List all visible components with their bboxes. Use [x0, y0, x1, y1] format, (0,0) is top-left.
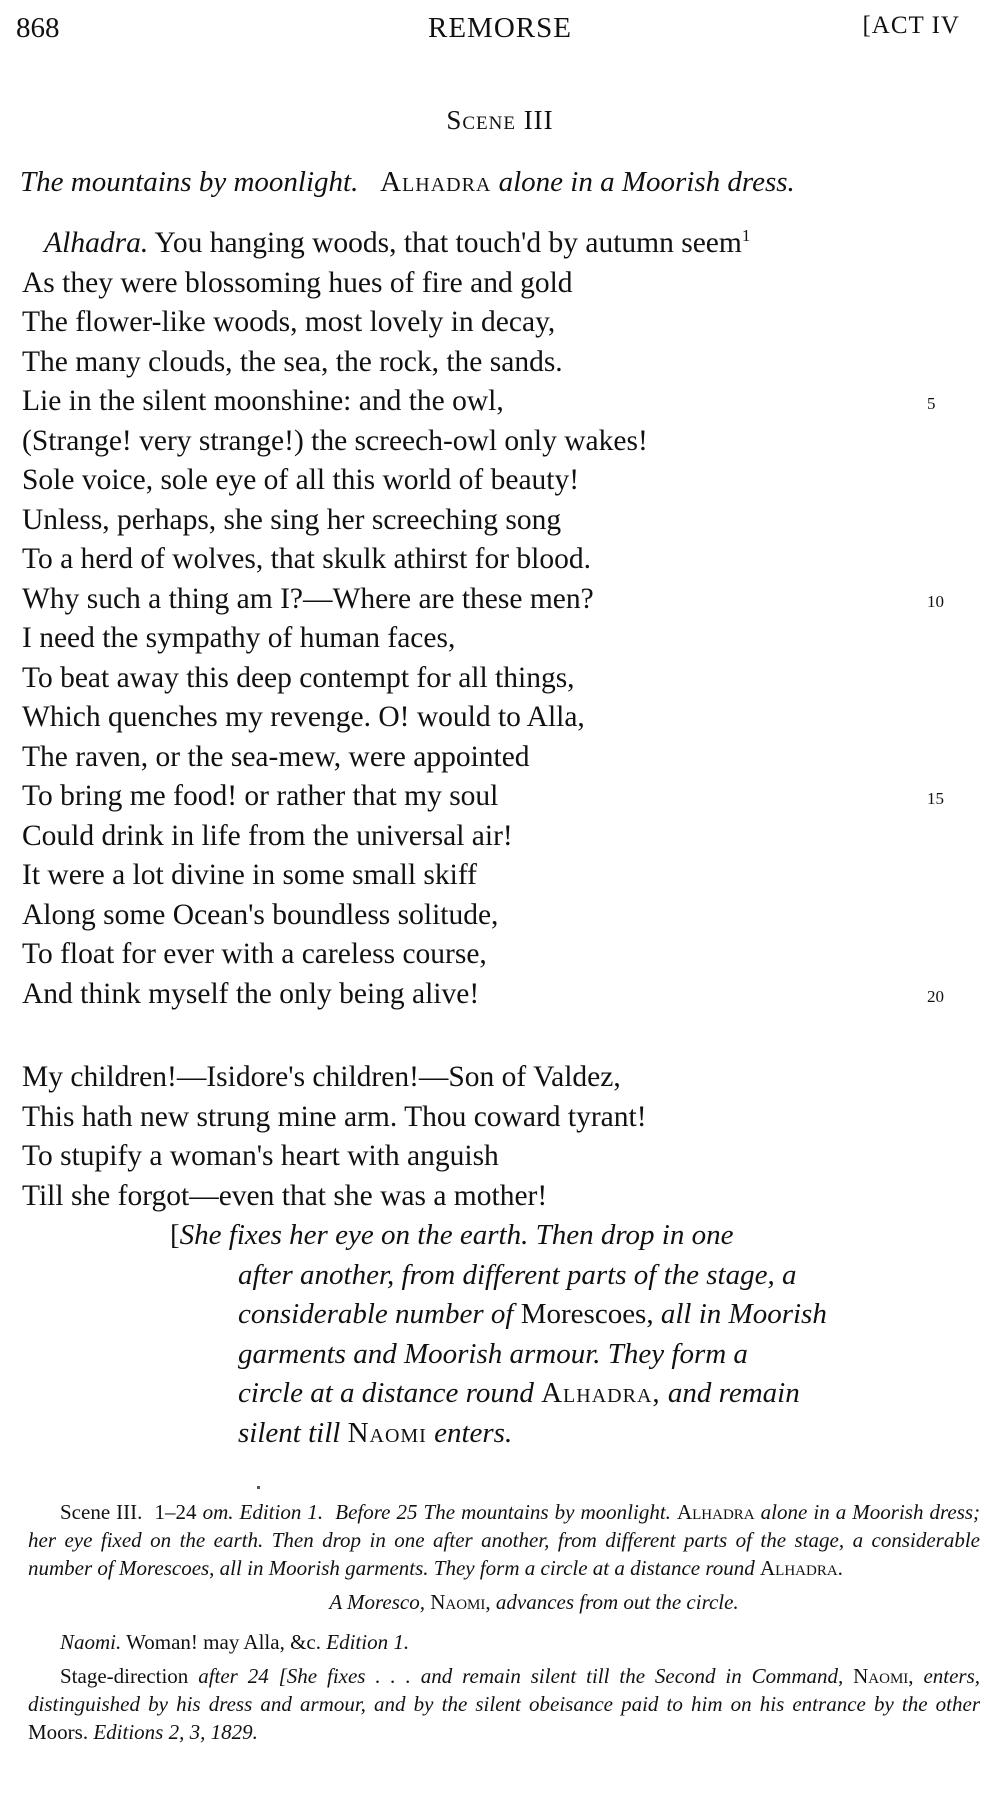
note-stage-direction: Stage-direction after 24 [She fixes . . . and remain silent till the Second in Command, Naomi, enters, distinguished by his dress and armour, and by the silent obeisance paid to him on his entrance by the other Moors. Editions 2, 3, 1829. — [28, 1664, 981, 1744]
scene-heading — [0, 105, 1000, 136]
verse-line: Why such a thing am I?—Where are these men? 10 — [22, 580, 922, 620]
line-number: 20 — [927, 986, 944, 1006]
act-label: [ACT IV — [862, 12, 960, 39]
verse-line: To beat away this deep contempt for all things, — [22, 661, 575, 694]
speech-alhadra-continued — [22, 1058, 922, 1216]
scene-setting — [20, 166, 980, 199]
verse-line: Could drink in life from the universal air! — [22, 819, 513, 852]
verse-line: Alhadra. You hanging woods, that touch'd by autumn seem$^1$ — [44, 226, 751, 259]
verse-line: Till she forgot—even that she was a mother! — [22, 1179, 548, 1212]
verse-line: This hath new strung mine arm. Thou coward tyrant! — [22, 1100, 647, 1133]
page-number: 868 — [16, 12, 60, 44]
verse-line: It were a lot divine in some small skiff — [22, 859, 477, 891]
note-variant-moresco: A Moresco, Naomi, advances from out the circle. — [329, 1590, 739, 1614]
footnote-ref: 1 — [741, 226, 751, 246]
line-number: 10 — [927, 591, 944, 611]
verse-line: I need the sympathy of human faces, — [22, 622, 456, 654]
verse-line: To float for ever with a careless course, — [22, 938, 487, 970]
line-number: 15 — [927, 789, 944, 808]
verse-line: And think myself the only being alive! 20 — [22, 975, 922, 1015]
verse-line: Sole voice, sole eye of all this world of beauty! — [22, 464, 580, 496]
speaker-name: Alhadra. — [44, 227, 149, 259]
scene-number: III — [523, 105, 554, 135]
verse-line: (Strange! very strange!) the screech-owl only wakes! — [22, 424, 648, 457]
verse-line: Unless, perhaps, she sing her screeching song — [22, 503, 562, 536]
verse-line: My children!—Isidore's children!—Son of Valdez, — [22, 1061, 621, 1093]
verse-line: Along some Ocean's boundless solitude, — [22, 898, 499, 931]
verse-line: The raven, or the sea-mew, were appointed — [22, 740, 530, 773]
scene-label: Scene — [446, 105, 516, 135]
running-head — [0, 12, 1000, 52]
verse-line: The flower-like woods, most lovely in decay, — [22, 306, 556, 338]
running-title: REMORSE — [428, 12, 572, 44]
verse-line: To bring me food! or rather that my soul 15 — [22, 777, 922, 817]
verse-line: The many clouds, the sea, the rock, the sands. — [22, 345, 563, 378]
setting-description: alone in a Moorish dress. — [498, 166, 795, 198]
footnote-divider — [257, 1486, 260, 1489]
speech-alhadra — [22, 224, 944, 1014]
verse-line: Lie in the silent moonshine: and the owl, 5 — [22, 382, 922, 422]
line-number: 5 — [927, 394, 936, 413]
note-scene-iii: Scene III. 1–24 om. Edition 1. Before 25 The mountains by moonlight. Alhadra alone in a Moorish dress; her eye fixed on the earth. Then drop in one after another, from different parts of the stage, a considerable number of Morescoes, all in Moorish garments. They form a circle at a distance round Alhadra. — [28, 1500, 981, 1580]
verse-line: To stupify a woman's heart with anguish — [22, 1140, 499, 1172]
verse-line: Which quenches my revenge. O! would to Alla, — [22, 701, 585, 733]
verse-line: As they were blossoming hues of fire and gold — [22, 266, 573, 299]
setting-character: Alhadra — [380, 166, 492, 198]
stage-bracket: [ — [170, 1219, 180, 1251]
textual-notes — [28, 1498, 980, 1746]
stage-direction: [She fixes her eye on the earth. Then drop in one after another, from different parts of the stage, a considerable number of Morescoes, all in Moorish garments and Moorish armour. They form a circle at a distance round Alhadra, and remain silent till Naomi enters. — [170, 1219, 827, 1449]
verse-line: To a herd of wolves, that skulk athirst for blood. — [22, 543, 591, 575]
note-naomi: Naomi. Woman! may Alla, &c. Edition 1. — [60, 1630, 410, 1654]
setting-place: The mountains by moonlight. — [20, 166, 359, 198]
